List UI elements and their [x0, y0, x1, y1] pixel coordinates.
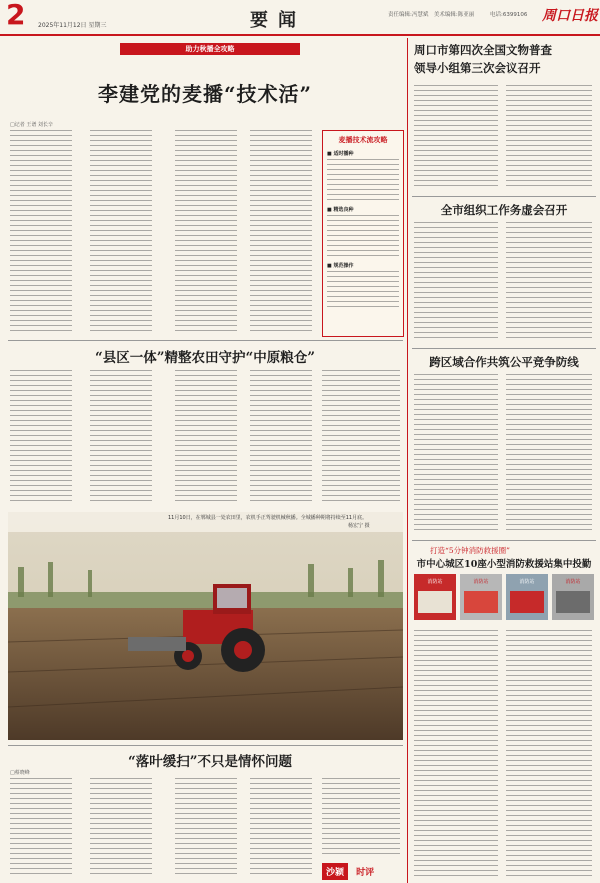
station-photo-4 [552, 574, 594, 620]
rule-left-2 [8, 745, 403, 746]
column-badge-name: 沙颍 [322, 863, 348, 880]
column-badge-label: 时评 [356, 868, 375, 878]
rule-right-3 [412, 540, 596, 541]
story2-col-4 [250, 370, 312, 505]
right-lead-col-1 [414, 85, 498, 190]
story2-col-1 [10, 370, 72, 505]
right-story4-col-1 [414, 630, 498, 878]
masthead-rule [0, 34, 600, 36]
station-photo-1-label: 消防站 [427, 579, 443, 585]
tips-text-3 [327, 271, 399, 311]
story2-headline: “县区一体”精整农田守护“中原粮仓” [94, 350, 316, 366]
masthead [0, 0, 600, 34]
station-photo-3 [506, 574, 548, 620]
right-story3-headline: 跨区域合作共筑公平竞争防线 [429, 355, 579, 369]
right-story3-col-1 [414, 374, 498, 534]
right-story2-col-1 [414, 222, 498, 342]
tips-text-2 [327, 215, 399, 259]
main-headline: 李建党的麦播“技术活” [97, 82, 312, 106]
kicker-banner [120, 43, 300, 55]
right-story3-col-2 [506, 374, 592, 534]
main-text-col-3 [175, 130, 237, 335]
right-story2-col-2 [506, 222, 592, 342]
kicker-text: 助力秋播全攻略 [185, 45, 235, 53]
commentary-headline: “落叶缓扫”不只是情怀问题 [127, 754, 293, 770]
commentary-col-5 [322, 778, 400, 856]
right-lead-col-2 [506, 85, 592, 190]
tips-item-1: ■ 适时播种 [327, 151, 354, 157]
farm-photo [8, 512, 403, 740]
story2-col-2 [90, 370, 152, 505]
main-text-col-2 [90, 130, 152, 335]
rule-right-2 [412, 348, 596, 349]
right-story2-headline: 全市组织工作务虚会召开 [440, 203, 568, 217]
story2-col-3 [175, 370, 237, 505]
tips-box [322, 130, 404, 337]
tips-item-2: ■ 精选良种 [327, 207, 354, 213]
main-text-col-4 [250, 130, 312, 335]
newspaper-logo: 周口日报 [542, 8, 598, 24]
issue-date: 2025年11月12日 星期三 [38, 22, 107, 29]
rule-left-1 [8, 340, 403, 341]
station-photo-4-label: 消防站 [565, 579, 581, 585]
right-story4-headline: 市中心城区10座小型消防救援站集中投勤 [416, 559, 592, 570]
phone-credits: 电话:6399106 [490, 12, 528, 18]
commentary-col-3 [175, 778, 237, 878]
main-text-col-1 [10, 130, 72, 335]
page-number: 2 [6, 0, 26, 31]
right-lead-headline [414, 42, 594, 76]
editor-credits: 责任编辑:冯慧斌 美术编辑:陈亚丽 [388, 12, 475, 18]
commentary-col-4 [250, 778, 312, 878]
right-story4-kicker: 打造“5分钟消防救援圈” [430, 546, 510, 555]
commentary-col-2 [90, 778, 152, 878]
station-photos [414, 574, 594, 624]
column-divider [407, 38, 408, 883]
tips-text-1 [327, 159, 399, 203]
tips-box-title: 麦播技术流攻略 [338, 136, 388, 144]
tips-item-3: ■ 规范操作 [327, 263, 354, 269]
right-lead-title-line2: 领导小组第三次会议召开 [414, 61, 541, 75]
commentary-byline: □蔡晓峰 [10, 770, 30, 776]
photo-caption: 11月10日，在郸城县一处农田里，农机手正驾驶机械秋播。全城播种期将持续至11月底。 [168, 515, 368, 521]
commentary-col-1 [10, 778, 72, 878]
photo-credit: 杨宏宁 摄 [348, 523, 370, 529]
tractor-field-image [8, 512, 403, 740]
station-photo-1 [414, 574, 456, 620]
rule-right-1 [412, 196, 596, 197]
column-badge [322, 860, 402, 878]
station-photo-3-label: 消防站 [519, 579, 535, 585]
story2-col-5 [322, 370, 400, 505]
right-story4-col-2 [506, 630, 592, 878]
station-photo-2 [460, 574, 502, 620]
main-byline: □记者 王谱 刘长辛 [10, 122, 53, 128]
right-lead-title-line1: 周口市第四次全国文物普查 [414, 43, 552, 57]
station-photo-2-label: 消防站 [473, 579, 489, 585]
section-title: 要闻 [250, 10, 306, 31]
